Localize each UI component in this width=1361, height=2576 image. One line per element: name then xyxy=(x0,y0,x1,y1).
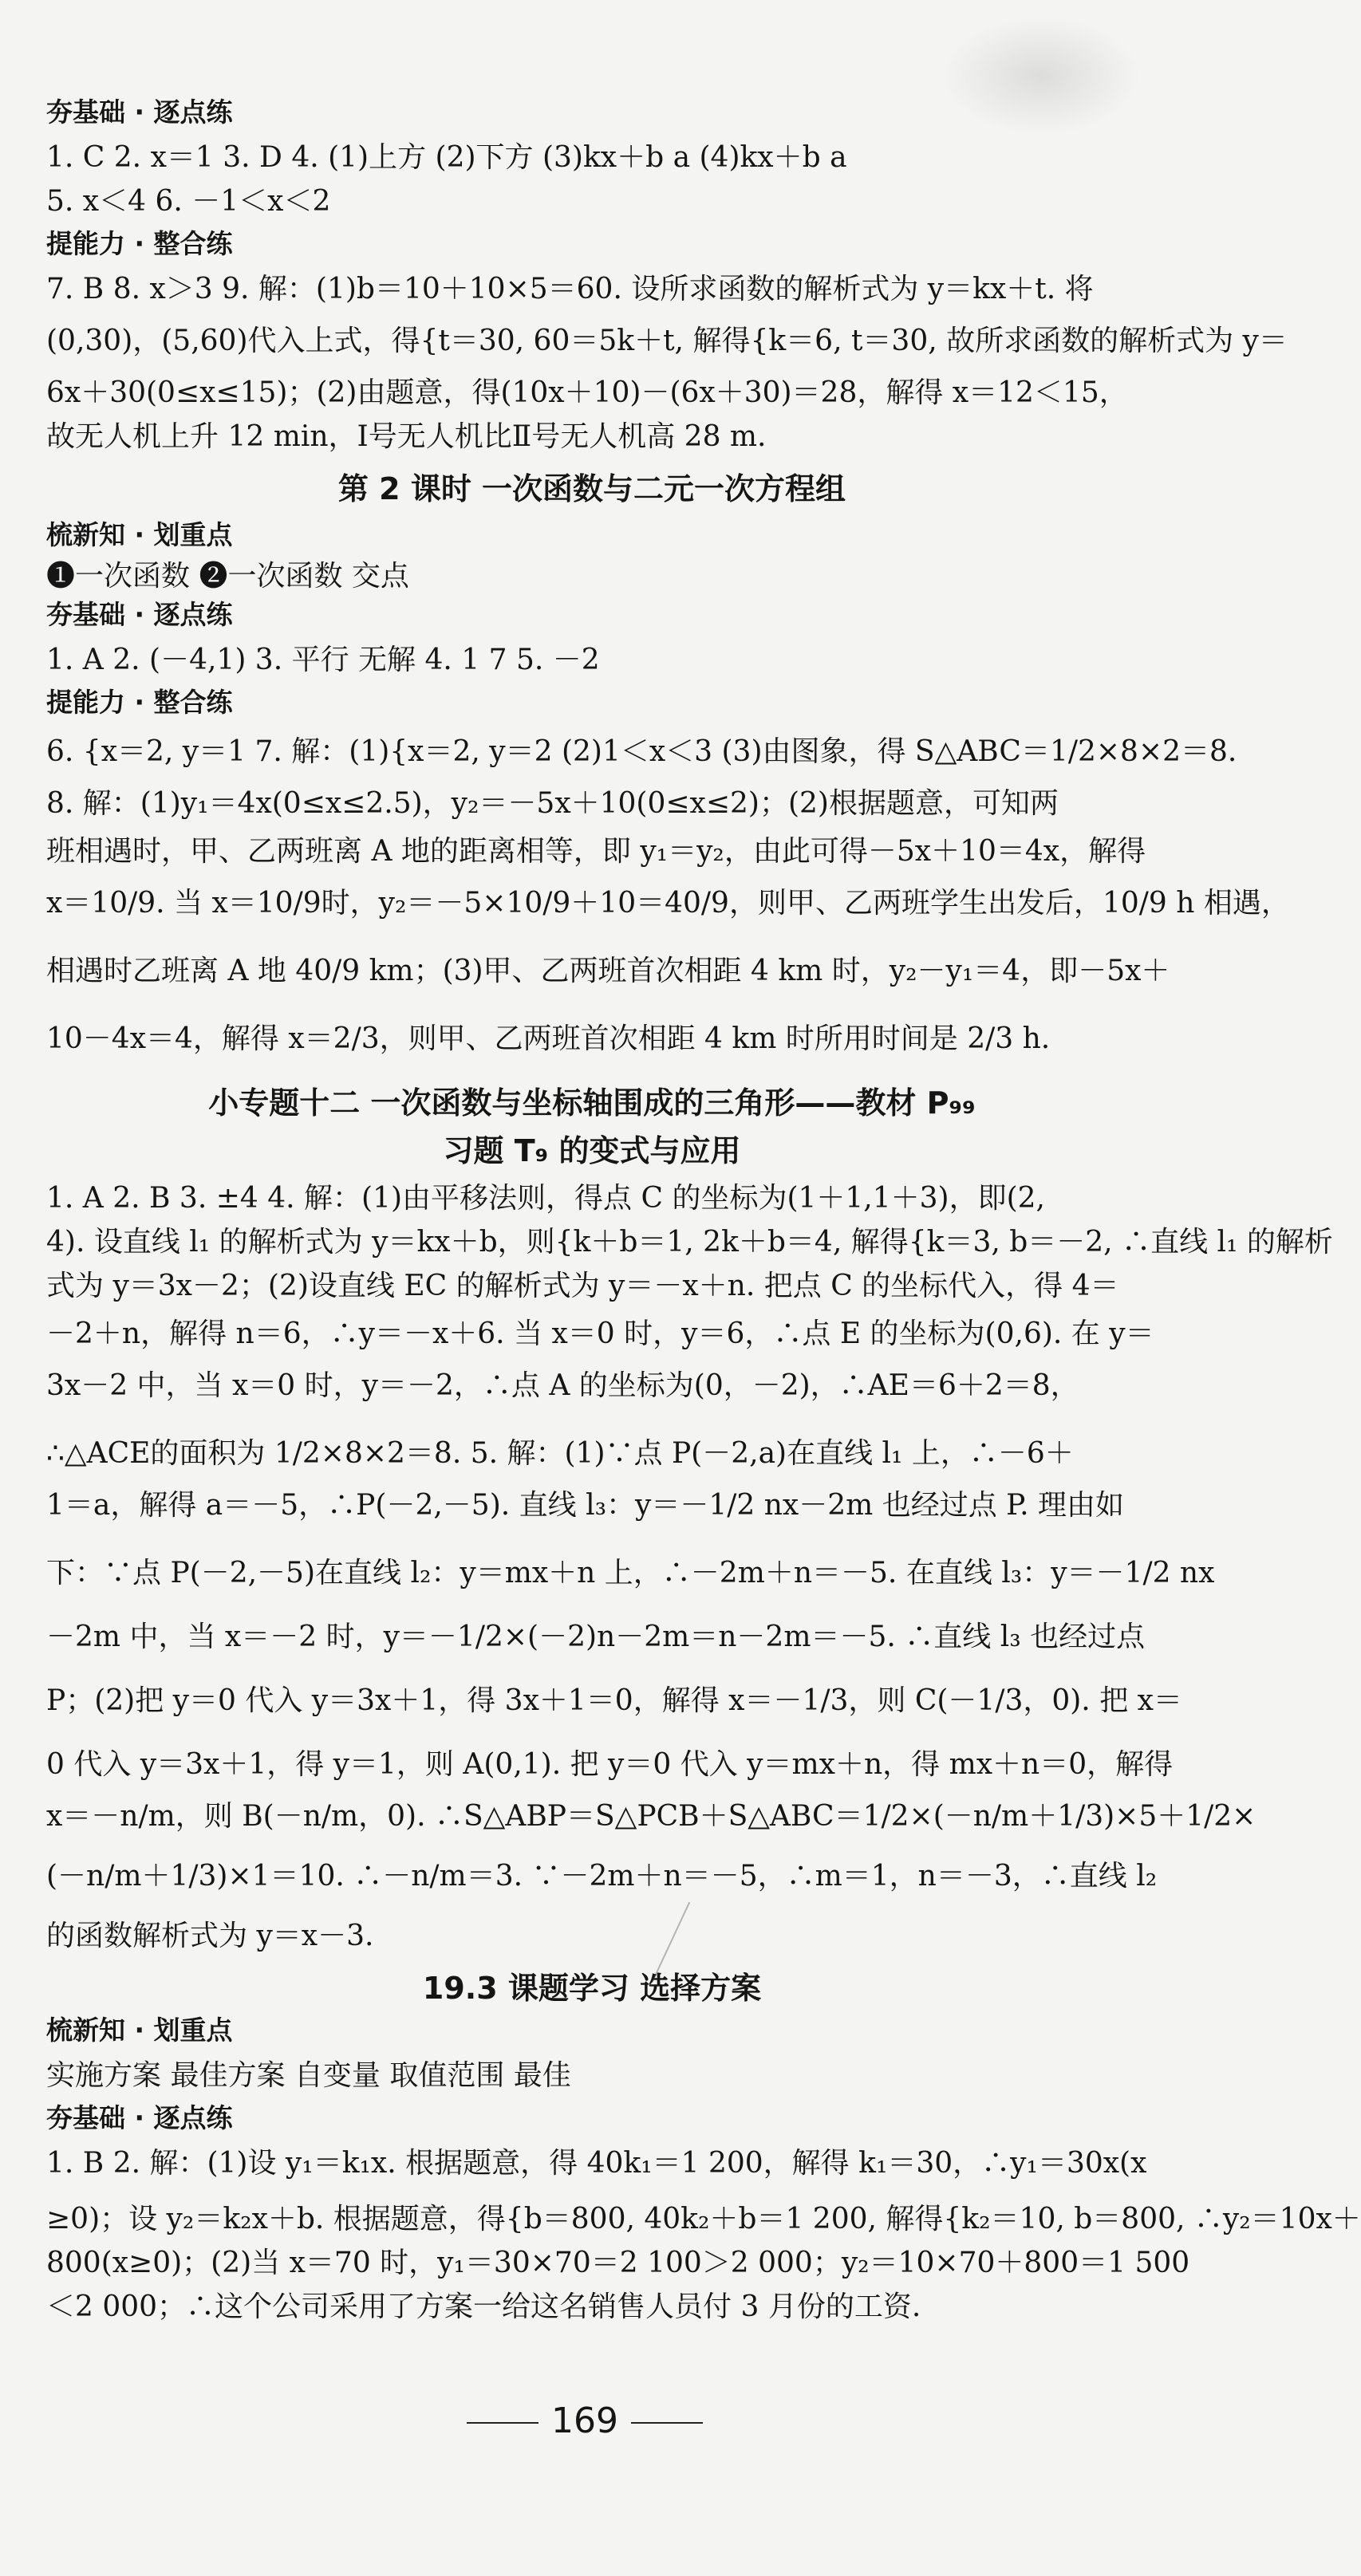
answer-line: 1. A 2. (－4,1) 3. 平行 无解 4. 1 7 5. －2 xyxy=(46,644,600,676)
page-number xyxy=(0,2401,1170,2441)
page-number-value: 169 xyxy=(551,2401,618,2441)
left-dash xyxy=(467,2422,538,2424)
answer-line: 10－4x＝4，解得 x＝2/3，则甲、乙两班首次相距 4 km 时所用时间是 2/3 h. xyxy=(46,1022,1051,1055)
lesson-title: 小专题十二 一次函数与坐标轴围成的三角形——教材 P₉₉ xyxy=(208,1085,976,1121)
answer-line: 7. B 8. x＞3 9. 解：(1)b＝10＋10×5＝60. 设所求函数的解析式为 y＝kx＋t. 将 xyxy=(46,273,1094,305)
answer-line: 下：∵点 P(－2,－5)在直线 l₂：y＝mx＋n 上，∴－2m＋n＝－5. 在直线 l₃：y＝－1/2 nx xyxy=(46,1557,1215,1589)
answer-line: 5. x＜4 6. －1＜x＜2 xyxy=(46,185,331,218)
answer-line: x＝－n/m，则 B(－n/m，0). ∴S△ABP＝S△PCB＋S△ABC＝1/2×(－n/m＋1/3)×5＋1/2× xyxy=(46,1800,1256,1833)
answer-line: x＝10/9. 当 x＝10/9时，y₂＝－5×10/9＋10＝40/9，则甲、乙两班学生出发后，10/9 h 相遇， xyxy=(46,887,1290,920)
answer-line: 相遇时乙班离 A 地 40/9 km；(3)甲、乙两班首次相距 4 km 时，y₂－y₁＝4，即－5x＋ xyxy=(46,955,1170,987)
answer-line: ≥0)；设 y₂＝k₂x＋b. 根据题意，得{b＝800, 40k₂＋b＝1 200, 解得{k₂＝10, b＝800, ∴y₂＝10x＋ xyxy=(46,2203,1361,2235)
section-heading: 夯基础 · 逐点练 xyxy=(46,97,233,128)
answer-line: 1. B 2. 解：(1)设 y₁＝k₁x. 根据题意，得 40k₁＝1 200，解得 k₁＝30，∴y₁＝30x(x xyxy=(46,2147,1147,2180)
answer-line: 0 代入 y＝3x＋1，得 y＝1，则 A(0,1). 把 y＝0 代入 y＝mx＋n，得 mx＋n＝0，解得 xyxy=(46,1748,1174,1781)
answer-line: ＜2 000；∴这个公司采用了方案一给这名销售人员付 3 月份的工资. xyxy=(46,2290,921,2323)
answer-line: (0,30)，(5,60)代入上式，得{t＝30, 60＝5k＋t, 解得{k＝6, t＝30, 故所求函数的解析式为 y＝ xyxy=(46,325,1288,357)
answer-line: 6. {x＝2, y＝1 7. 解：(1){x＝2, y＝2 (2)1＜x＜3 (3)由图象，得 S△ABC＝1/2×8×2＝8. xyxy=(46,735,1237,768)
answer-line: 8. 解：(1)y₁＝4x(0≤x≤2.5)，y₂＝－5x＋10(0≤x≤2)；(2)根据题意，可知两 xyxy=(46,787,1059,820)
answer-line: 1. A 2. B 3. ±4 4. 解：(1)由平移法则，得点 C 的坐标为(1＋1,1＋3)，即(2, xyxy=(46,1182,1045,1215)
right-dash xyxy=(631,2422,703,2424)
answer-line: 1. C 2. x＝1 3. D 4. (1)上方 (2)下方 (3)kx＋b a (4)kx＋b a xyxy=(46,141,847,174)
answer-line: 6x＋30(0≤x≤15)；(2)由题意，得(10x＋10)－(6x＋30)＝28，解得 x＝12＜15， xyxy=(46,376,1128,409)
answer-line: 800(x≥0)；(2)当 x＝70 时，y₁＝30×70＝2 100＞2 000；y₂＝10×70＋800＝1 500 xyxy=(46,2247,1190,2279)
answer-line: －2m 中，当 x＝－2 时，y＝－1/2×(－2)n－2m＝n－2m＝－5. ∴直线 l₃ 也经过点 xyxy=(46,1621,1146,1653)
section-heading: 梳新知 · 划重点 xyxy=(46,519,233,550)
section-heading: 夯基础 · 逐点练 xyxy=(46,2102,233,2133)
answer-line: 1＝a，解得 a＝－5，∴P(－2,－5). 直线 l₃：y＝－1/2 nx－2m 也经过点 P. 理由如 xyxy=(46,1489,1124,1522)
lesson-title: 19.3 课题学习 选择方案 xyxy=(422,1971,762,2006)
section-heading: 梳新知 · 划重点 xyxy=(46,2015,233,2046)
answer-line: (－n/m＋1/3)×1＝10. ∴－n/m＝3. ∵－2m＋n＝－5，∴m＝1，n＝－3，∴直线 l₂ xyxy=(46,1860,1158,1893)
answer-line: 3x－2 中，当 x＝0 时，y＝－2，∴点 A 的坐标为(0，－2)，∴AE＝6＋2＝8， xyxy=(46,1369,1079,1402)
answer-line: 的函数解析式为 y＝x－3. xyxy=(46,1920,374,1952)
answer-line: P；(2)把 y＝0 代入 y＝3x＋1，得 3x＋1＝0，解得 x＝－1/3，则 C(－1/3，0). 把 x＝ xyxy=(46,1684,1182,1717)
answer-line: 实施方案 最佳方案 自变量 取值范围 最佳 xyxy=(46,2059,571,2092)
lesson-title: 习题 T₉ 的变式与应用 xyxy=(443,1133,741,1168)
section-heading: 提能力 · 整合练 xyxy=(46,228,233,259)
answer-line: 班相遇时，甲、乙两班离 A 地的距离相等，即 y₁＝y₂，由此可得－5x＋10＝4x，解得 xyxy=(46,835,1146,868)
section-heading: 提能力 · 整合练 xyxy=(46,687,233,718)
answer-line: 式为 y＝3x－2；(2)设直线 EC 的解析式为 y＝－x＋n. 把点 C 的坐标代入，得 4＝ xyxy=(46,1270,1119,1302)
answer-line: ❶一次函数 ❷一次函数 交点 xyxy=(46,560,409,593)
answer-line: －2＋n，解得 n＝6，∴y＝－x＋6. 当 x＝0 时，y＝6，∴点 E 的坐标为(0,6). 在 y＝ xyxy=(46,1318,1154,1350)
lesson-title: 第 2 课时 一次函数与二元一次方程组 xyxy=(337,471,846,506)
answer-line: ∴△ACE的面积为 1/2×8×2＝8. 5. 解：(1)∵点 P(－2,a)在直线 l₁ 上，∴－6＋ xyxy=(46,1437,1074,1470)
answer-line: 故无人机上升 12 min，Ⅰ号无人机比Ⅱ号无人机高 28 m. xyxy=(46,420,767,453)
section-heading: 夯基础 · 逐点练 xyxy=(46,599,233,630)
answer-line: 4). 设直线 l₁ 的解析式为 y＝kx＋b，则{k＋b＝1, 2k＋b＝4, 解得{k＝3, b＝－2, ∴直线 l₁ 的解析 xyxy=(46,1226,1333,1258)
